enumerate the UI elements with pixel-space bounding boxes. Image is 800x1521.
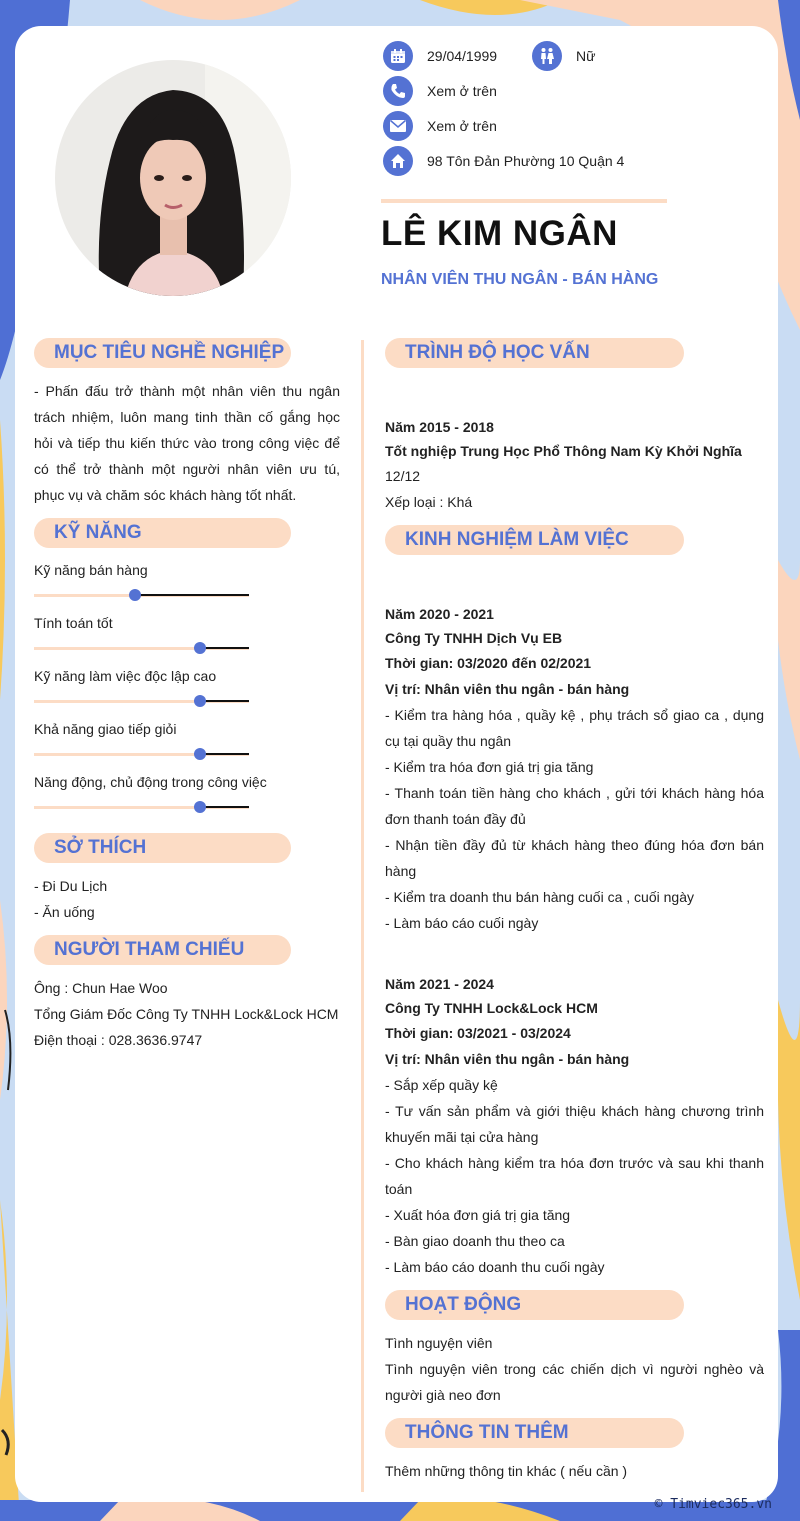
job-duty: - Kiểm tra hóa đơn giá trị gia tăng (385, 759, 594, 775)
skill-label: Tính toán tốt (34, 615, 113, 631)
avatar-portrait-image (55, 60, 291, 296)
job-duty: - Làm báo cáo cuối ngày (385, 915, 539, 931)
footer-watermark: © Timviec365.vn (654, 1497, 772, 1512)
reference-position: Tổng Giám Đốc Công Ty TNHH Lock&Lock HCM (34, 1006, 339, 1022)
skill-label: Khả năng giao tiếp giỏi (34, 721, 177, 737)
gender-text: Nữ (576, 48, 596, 64)
job-period: Năm 2020 - 2021 (385, 606, 494, 622)
phone-row (383, 75, 497, 107)
skill-level-knob (194, 695, 206, 707)
section-title-education: TRÌNH ĐỘ HỌC VẤN (385, 338, 684, 368)
skill-level-bar (34, 647, 249, 650)
skill-level-bar (34, 753, 249, 756)
activity-role: Tình nguyện viên (385, 1335, 493, 1351)
section-title-extra: THÔNG TIN THÊM (385, 1418, 684, 1448)
gender-row (532, 40, 595, 72)
hobby-item: - Ăn uống (34, 904, 95, 920)
job-duty: - Tư vấn sản phẩm và giới thiệu khách hàng chương trình khuyến mãi tại cửa hàng (385, 1103, 764, 1145)
envelope-icon (383, 111, 413, 141)
job-position: Vị trí: Nhân viên thu ngân - bán hàng (385, 681, 630, 697)
phone-icon (383, 76, 413, 106)
skill-level-bar (34, 700, 249, 703)
job-title: NHÂN VIÊN THU NGÂN - BÁN HÀNG (381, 271, 659, 288)
section-title-activities: HOẠT ĐỘNG (385, 1290, 684, 1320)
reference-phone: Điện thoại : 028.3636.9747 (34, 1032, 203, 1048)
job-company: Công Ty TNHH Lock&Lock HCM (385, 1000, 598, 1016)
skill-level-knob (129, 589, 141, 601)
email-row (383, 110, 497, 142)
education-period: Năm 2015 - 2018 (385, 419, 494, 435)
job-time: Thời gian: 03/2020 đến 02/2021 (385, 655, 592, 671)
skill-label: Kỹ năng bán hàng (34, 562, 148, 578)
skill-label: Năng động, chủ động trong công việc (34, 774, 267, 790)
calendar-icon (383, 41, 413, 71)
skill-level-remaining (200, 806, 249, 808)
job-duty: - Làm báo cáo doanh thu cuối ngày (385, 1259, 605, 1275)
education-school: Tốt nghiệp Trung Học Phổ Thông Nam Kỳ Khởi Nghĩa (385, 443, 742, 459)
address-text: 98 Tôn Đản Phường 10 Quận 4 (427, 153, 625, 169)
phone-text: Xem ở trên (427, 83, 497, 99)
hobby-item: - Đi Du Lịch (34, 878, 108, 894)
home-icon (383, 146, 413, 176)
job-duty: - Bàn giao doanh thu theo ca (385, 1233, 565, 1249)
skill-level-knob (194, 642, 206, 654)
email-text: Xem ở trên (427, 118, 497, 134)
address-row (383, 145, 624, 177)
section-title-skills: KỸ NĂNG (34, 518, 291, 548)
activity-text: Tình nguyện viên trong các chiến dịch vì người nghèo và người già neo đơn (385, 1361, 764, 1403)
section-title-references: NGƯỜI THAM CHIẾU (34, 935, 291, 965)
section-title-objective: MỤC TIÊU NGHỀ NGHIỆP (34, 338, 291, 368)
job-duty: - Nhận tiền đầy đủ từ khách hàng theo đúng hóa đơn bán hàng (385, 837, 764, 879)
job-duty: - Kiểm tra hàng hóa , quầy kệ , phụ trách sổ giao ca , dụng cụ tại quầy thu ngân (385, 707, 764, 749)
job-duty: - Sắp xếp quầy kệ (385, 1077, 498, 1093)
skill-label: Kỹ năng làm việc độc lập cao (34, 668, 217, 684)
reference-name: Ông : Chun Hae Woo (34, 980, 168, 996)
job-position: Vị trí: Nhân viên thu ngân - bán hàng (385, 1051, 630, 1067)
education-grade: 12/12 (385, 468, 421, 484)
job-duty: - Xuất hóa đơn giá trị gia tăng (385, 1207, 571, 1223)
education-rank: Xếp loại : Khá (385, 494, 473, 510)
birthdate-text: 29/04/1999 (427, 48, 498, 64)
skill-level-bar (34, 806, 249, 809)
objective-text: - Phấn đấu trở thành một nhân viên thu ngân trách nhiệm, luôn mang tinh thần cố gắng học hỏi và tiếp thu kiến thức vào trong công việc để có thể trở thành một người nhân viên ưu tú, phục vụ và chăm sóc khách hàng tốt nhất. (34, 383, 340, 503)
skill-level-remaining (200, 647, 249, 649)
skill-level-knob (194, 801, 206, 813)
column-divider (361, 340, 364, 1492)
skill-level-knob (194, 748, 206, 760)
job-time: Thời gian: 03/2021 - 03/2024 (385, 1025, 571, 1041)
name-divider (381, 199, 667, 203)
birthdate-row (383, 40, 497, 72)
skill-level-remaining (200, 700, 249, 702)
section-title-experience: KINH NGHIỆM LÀM VIỆC (385, 525, 684, 555)
skill-level-remaining (200, 753, 249, 755)
skill-level-remaining (135, 594, 249, 596)
job-company: Công Ty TNHH Dịch Vụ EB (385, 630, 563, 646)
extra-text: Thêm những thông tin khác ( nếu cần ) (385, 1463, 628, 1479)
job-duty: - Kiểm tra doanh thu bán hàng cuối ca , cuối ngày (385, 889, 694, 905)
full-name: LÊ KIM NGÂN (381, 214, 618, 253)
job-duty: - Cho khách hàng kiểm tra hóa đơn trước và sau khi thanh toán (385, 1155, 764, 1197)
avatar (55, 60, 291, 296)
section-title-hobbies: SỞ THÍCH (34, 833, 291, 863)
job-period: Năm 2021 - 2024 (385, 976, 494, 992)
skill-level-bar (34, 594, 249, 597)
job-duty: - Thanh toán tiền hàng cho khách , gửi tới khách hàng hóa đơn thanh toán đầy đủ (385, 785, 764, 827)
gender-icon (532, 41, 562, 71)
